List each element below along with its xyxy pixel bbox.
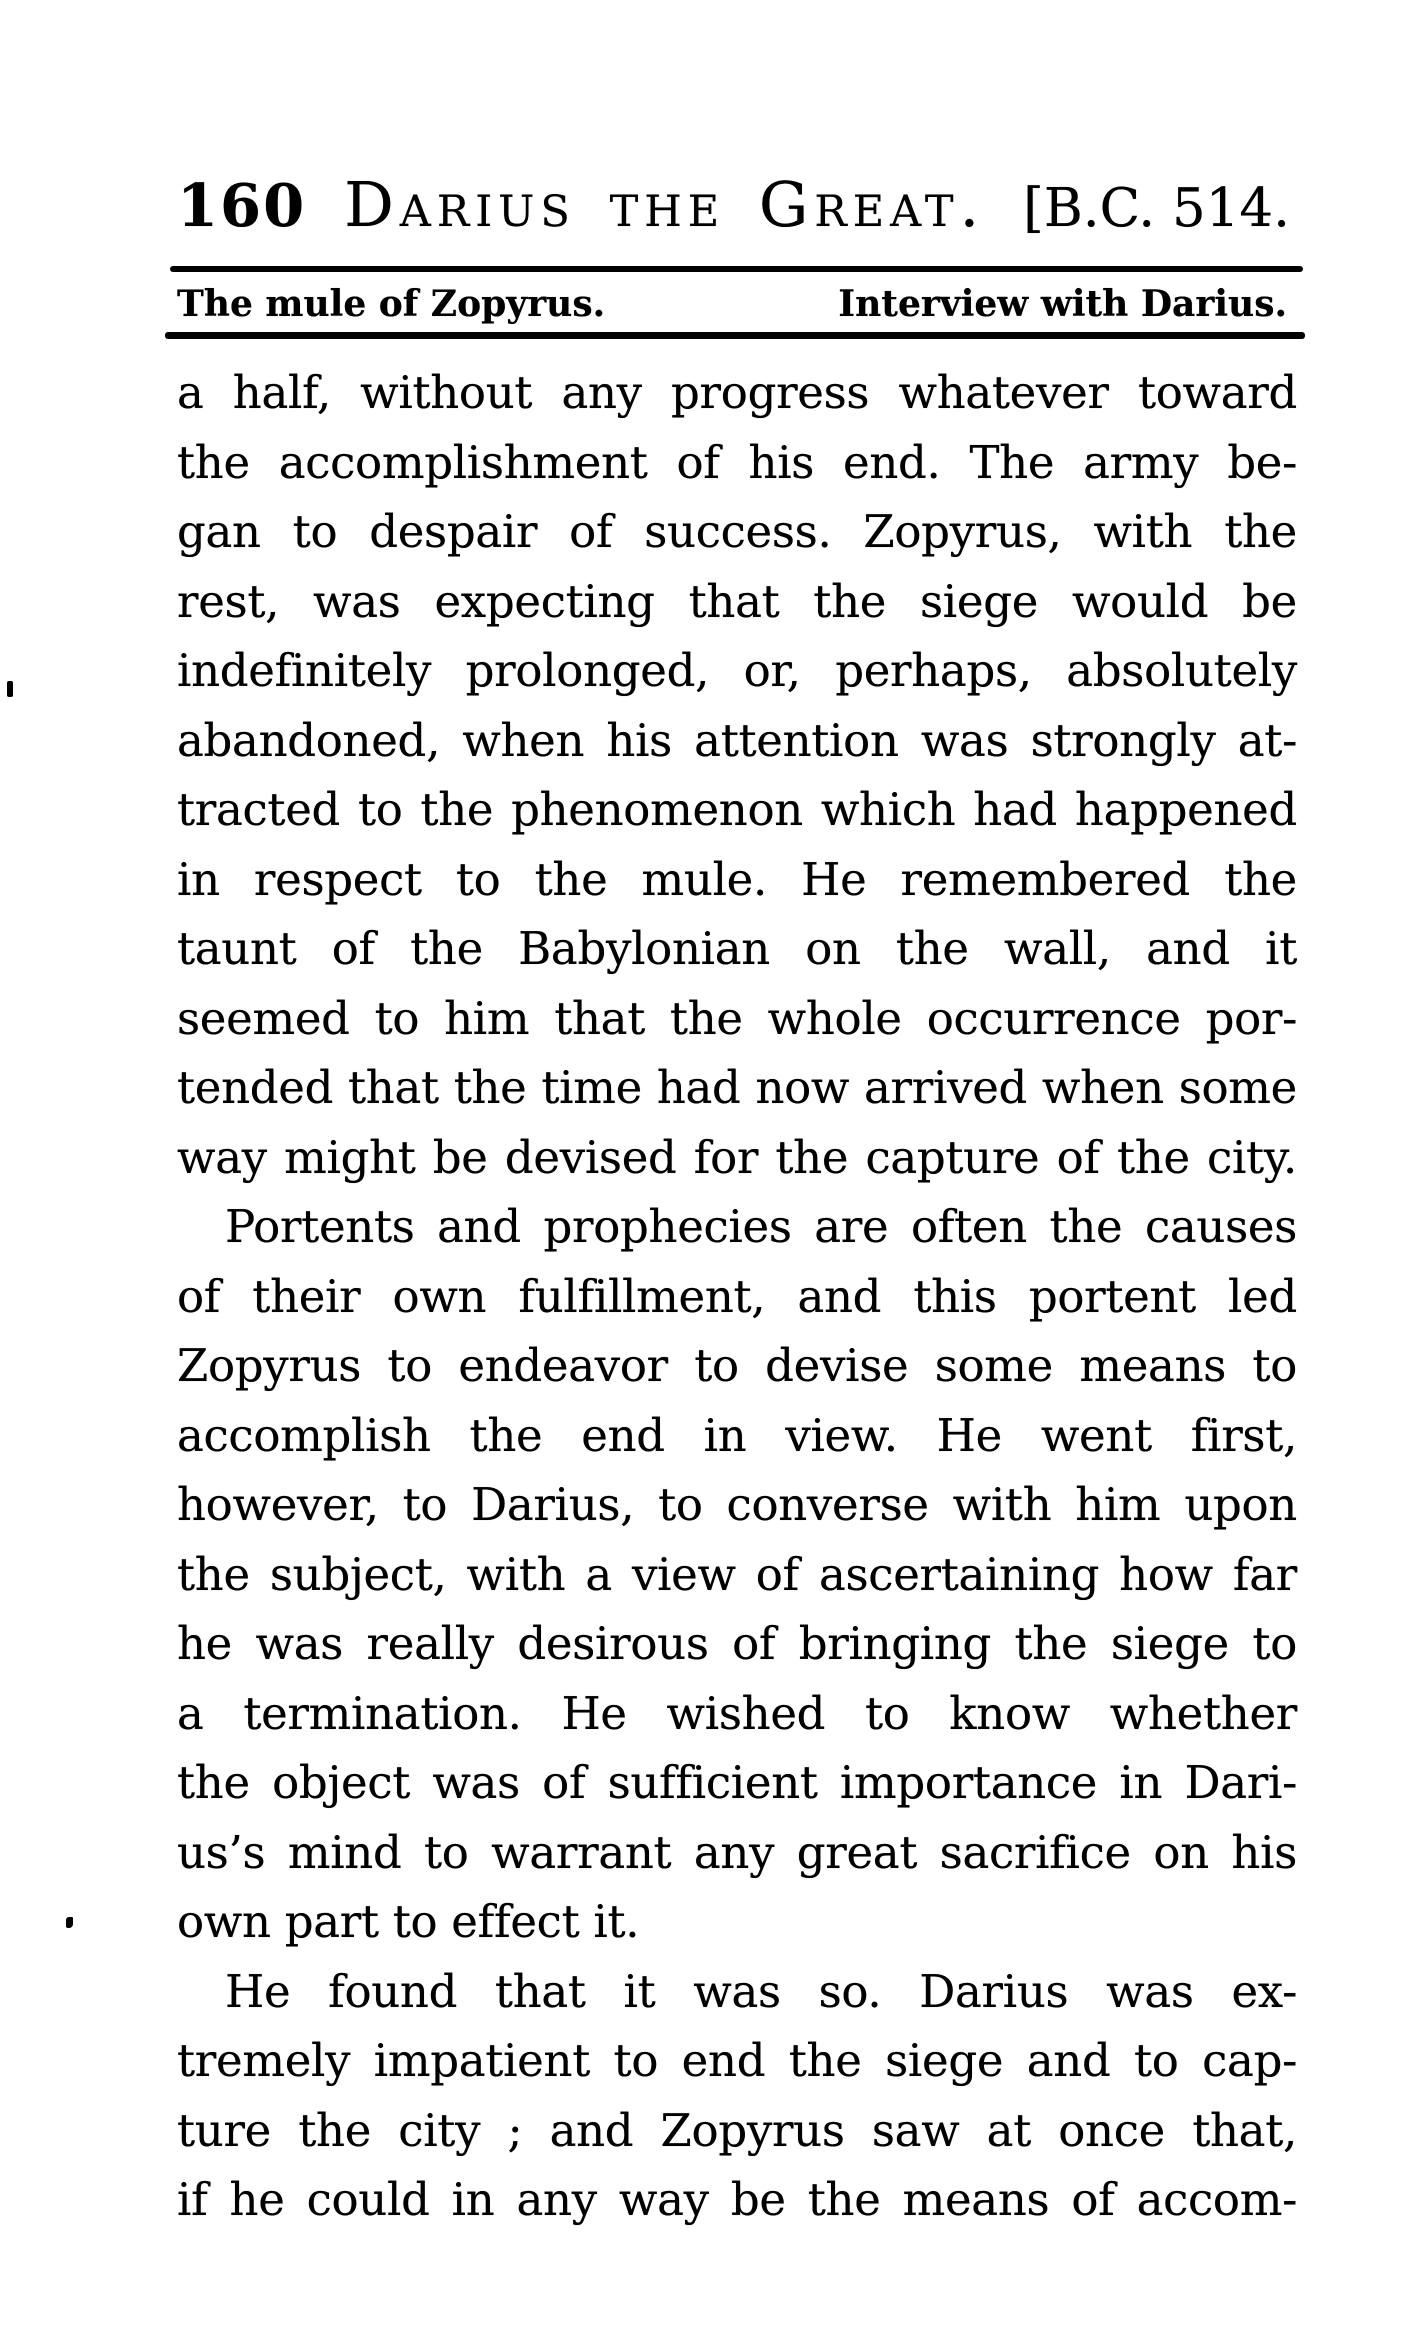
text-line: tremely impatient to end the siege and to cap- — [177, 2034, 1297, 2087]
body-text — [177, 358, 1297, 2235]
page-header — [177, 168, 1290, 241]
text-line: in respect to the mule. He remembered the — [177, 852, 1297, 906]
text-line: accomplish the end in view. He went first, — [177, 1408, 1297, 1462]
subheader-rule — [165, 332, 1305, 339]
text-line: tended that the time had now arrived when some — [177, 1061, 1297, 1114]
text-line: a half, without any progress whatever toward — [177, 366, 1297, 419]
running-heads — [177, 283, 1287, 325]
text-line: of their own fulfillment, and this portent led — [177, 1269, 1297, 1323]
text-line: Portents and prophecies are often the causes — [225, 1200, 1297, 1253]
book-title: Darius the Great. — [344, 168, 986, 241]
text-line: tracted to the phenomenon which had happened — [177, 783, 1297, 836]
text-line: the accomplishment of his end. The army be- — [177, 435, 1297, 489]
text-line: taunt of the Babylonian on the wall, and it — [177, 922, 1297, 975]
header-rule — [170, 266, 1303, 272]
text-line: seemed to him that the whole occurrence por- — [177, 991, 1297, 1045]
running-head-left: The mule of Zopyrus. — [177, 283, 606, 325]
text-line: He found that it was so. Darius was ex- — [225, 1964, 1297, 2018]
text-line: however, to Darius, to converse with him upon — [177, 1478, 1297, 1531]
scan-speck — [7, 681, 13, 697]
text-line: Zopyrus to endeavor to devise some means to — [177, 1339, 1297, 1392]
text-line: abandoned, when his attention was strongly at- — [177, 713, 1297, 767]
text-line: the object was of sufficient importance in Dari- — [177, 1756, 1297, 1809]
text-line: us’s mind to warrant any great sacrifice on his — [177, 1825, 1297, 1879]
text-line: the subject, with a view of ascertaining how far — [177, 1547, 1297, 1601]
text-line: way might be devised for the capture of the city. — [177, 1130, 1297, 1184]
scan-speck — [66, 1917, 73, 1928]
text-line: a termination. He wished to know whether — [177, 1686, 1297, 1740]
text-line: rest, was expecting that the siege would be — [177, 574, 1297, 628]
text-line: own part to effect it. — [177, 1895, 640, 1948]
era-label: [B.C. 514. — [1023, 178, 1290, 239]
text-line: gan to despair of success. Zopyrus, with the — [177, 505, 1297, 558]
text-line: indefinitely prolonged, or, perhaps, absolutely — [177, 644, 1297, 697]
running-head-right: Interview with Darius. — [838, 283, 1287, 325]
text-line: if he could in any way be the means of accom- — [177, 2173, 1297, 2226]
page-number: 160 — [177, 171, 307, 240]
text-line: ture the city ; and Zopyrus saw at once that, — [177, 2103, 1297, 2157]
text-line: he was really desirous of bringing the siege to — [177, 1617, 1297, 1670]
